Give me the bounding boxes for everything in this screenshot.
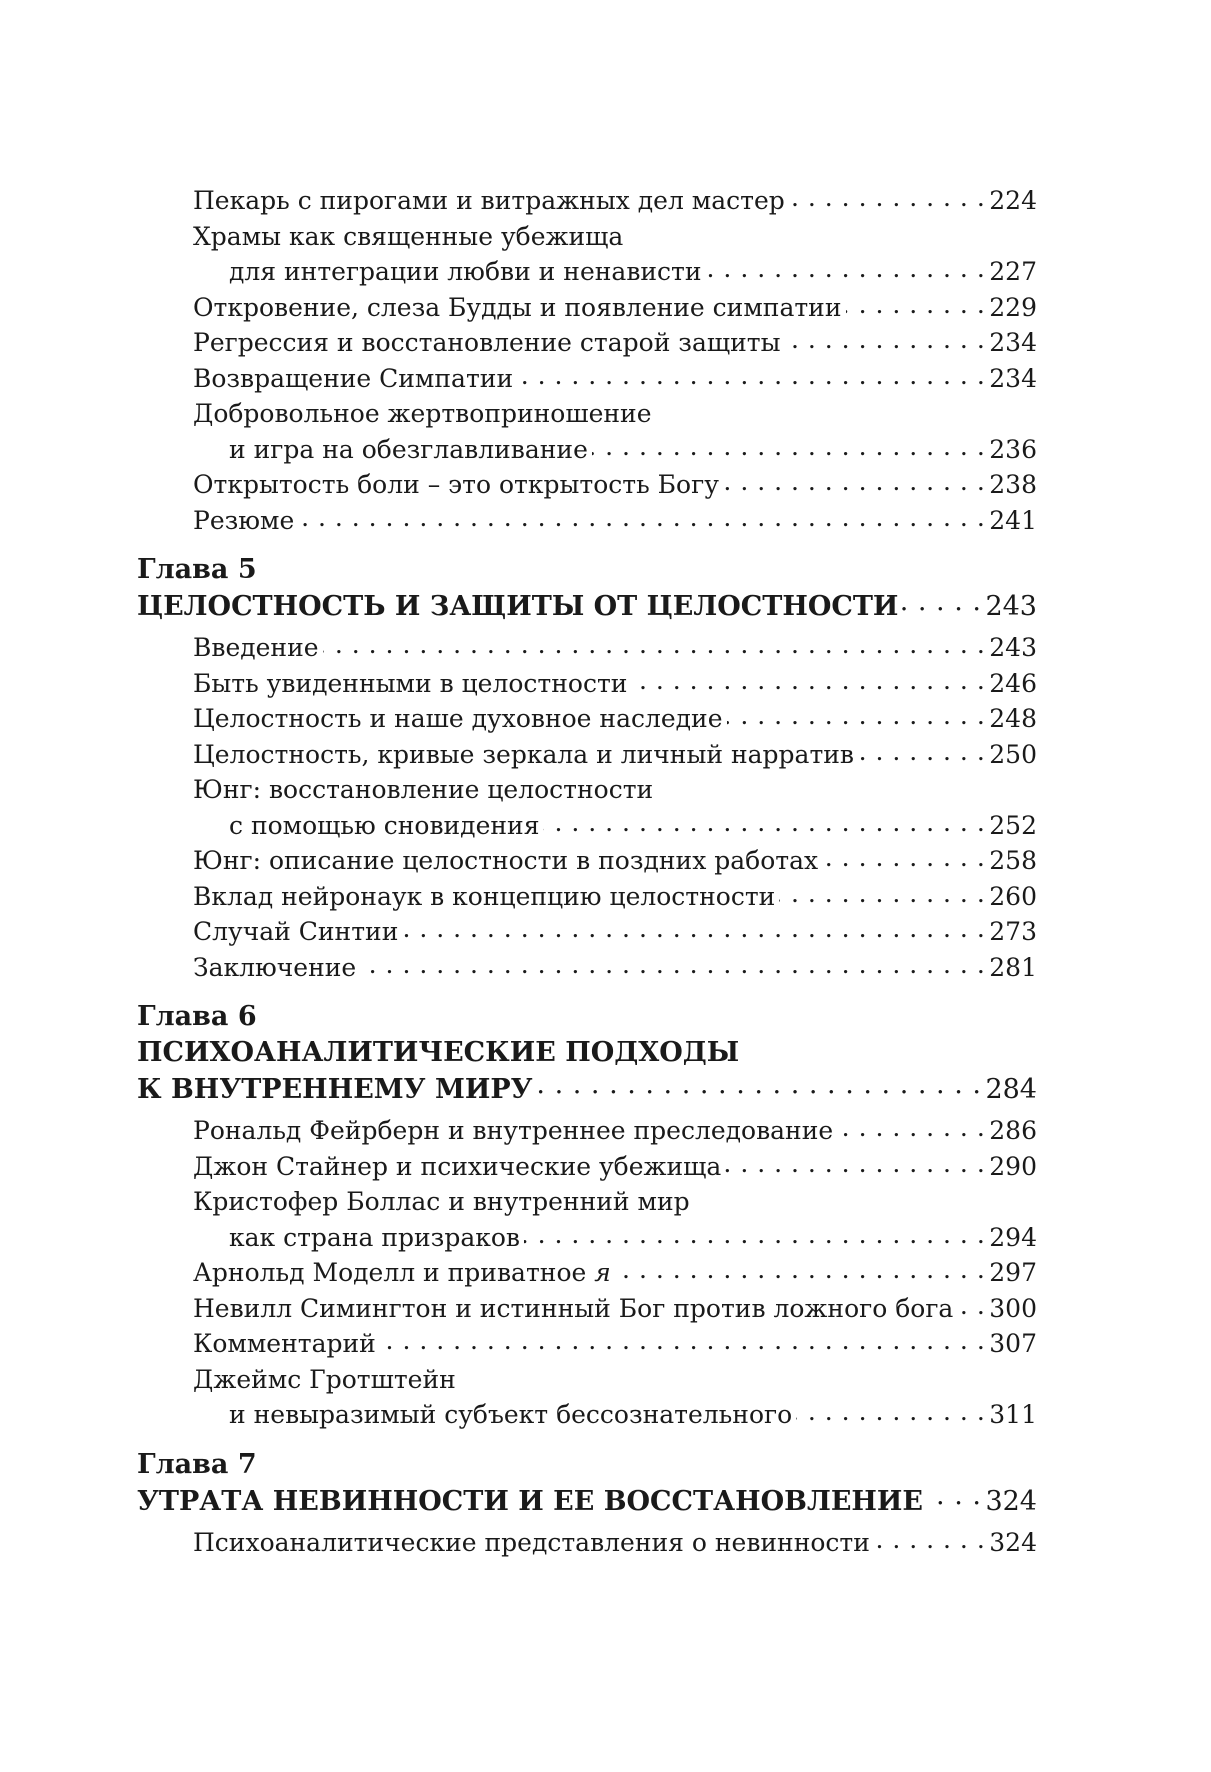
toc-entry-title: как страна призраков bbox=[229, 1222, 520, 1252]
chapter-page: 284 bbox=[985, 1074, 1037, 1105]
dot-leader bbox=[706, 255, 986, 280]
toc-entry bbox=[137, 737, 1037, 773]
toc-entry-page: 234 bbox=[989, 363, 1037, 393]
toc-entry-page: 241 bbox=[989, 505, 1037, 535]
toc-entry bbox=[137, 325, 1037, 361]
toc-entry bbox=[137, 879, 1037, 915]
dot-leader bbox=[543, 809, 985, 834]
toc-entry-page: 250 bbox=[989, 739, 1037, 769]
toc-entry-title: Невилл Симингтон и истинный Бог против ложного бога bbox=[193, 1293, 954, 1323]
toc-entry-title: Целостность и наше духовное наследие bbox=[193, 704, 723, 733]
toc-entry-title: Арнольд Моделл и приватное bbox=[193, 1258, 587, 1287]
toc-entry-title-line1: Джеймс Гротштейн bbox=[193, 1364, 456, 1394]
toc-entry-page: 297 bbox=[989, 1258, 1037, 1287]
toc-entry bbox=[137, 914, 1037, 950]
dot-leader bbox=[858, 738, 985, 763]
toc-entry-page: 300 bbox=[989, 1293, 1037, 1323]
dot-leader bbox=[592, 433, 985, 458]
chapter-label: Глава 6 bbox=[137, 1001, 257, 1032]
toc-entry bbox=[137, 1326, 1037, 1362]
dot-leader bbox=[784, 326, 985, 351]
toc-entry-title-italic: я bbox=[594, 1258, 611, 1287]
dot-leader bbox=[380, 1327, 985, 1352]
toc-entry-page: 258 bbox=[989, 846, 1037, 875]
chapter-title-line1: ПСИХОАНАЛИТИЧЕСКИЕ ПОДХОДЫ bbox=[137, 1037, 740, 1068]
toc-entry-title: Юнг: описание целостности в поздних работах bbox=[193, 846, 819, 875]
toc-entry bbox=[137, 772, 1037, 843]
chapter-title-text: ЦЕЛОСТНОСТЬ И ЗАЩИТЫ ОТ ЦЕЛОСТНОСТИ bbox=[137, 591, 899, 622]
toc-entry-title: Введение bbox=[193, 633, 319, 662]
dot-leader bbox=[874, 1526, 985, 1551]
toc-entry bbox=[137, 1291, 1037, 1327]
toc-entry-page: 243 bbox=[989, 633, 1037, 662]
dot-leader bbox=[631, 667, 985, 692]
dot-leader bbox=[517, 362, 985, 387]
dot-leader bbox=[727, 702, 986, 727]
dot-leader bbox=[822, 844, 985, 869]
toc-entry-title-line1: Храмы как священные убежища bbox=[193, 221, 624, 251]
toc-entry-page: 238 bbox=[989, 470, 1037, 499]
dot-leader bbox=[789, 184, 986, 209]
dot-leader bbox=[902, 588, 981, 615]
toc-entry bbox=[137, 1184, 1037, 1255]
chapter-page: 324 bbox=[985, 1485, 1037, 1517]
toc-entry-title: Вклад нейронаук в концепцию целостности bbox=[193, 881, 776, 911]
toc-entry bbox=[137, 1149, 1037, 1185]
chapter-title bbox=[137, 588, 1037, 624]
toc-entry-title: Случай Синтии bbox=[193, 917, 399, 946]
toc-entry-title: Целостность, кривые зеркала и личный нарратив bbox=[193, 739, 855, 769]
toc-entry bbox=[137, 1255, 1037, 1291]
toc-entry-page: 224 bbox=[989, 186, 1037, 215]
toc-entry bbox=[137, 950, 1037, 986]
dot-leader bbox=[723, 468, 985, 493]
toc-entry bbox=[137, 183, 1037, 219]
toc-entry-page: 290 bbox=[989, 1151, 1037, 1181]
toc-entry-page: 281 bbox=[989, 952, 1037, 982]
toc-entry-title: Регрессия и восстановление старой защиты bbox=[193, 328, 781, 357]
toc-entry-page: 311 bbox=[989, 1400, 1037, 1429]
table-of-contents bbox=[137, 183, 1037, 1560]
dot-leader bbox=[360, 951, 985, 976]
dot-leader bbox=[402, 915, 985, 940]
toc-entry bbox=[137, 843, 1037, 879]
toc-entry bbox=[137, 219, 1037, 290]
dot-leader bbox=[796, 1398, 985, 1423]
toc-entry bbox=[137, 503, 1037, 539]
toc-entry-page: 246 bbox=[989, 668, 1037, 698]
toc-entry-title: Откровение, слеза Будды и появление симпатии bbox=[193, 292, 842, 322]
toc-entry-page: 229 bbox=[989, 292, 1037, 322]
toc-entry-page: 234 bbox=[989, 328, 1037, 357]
toc-entry-title: Комментарий bbox=[193, 1329, 376, 1358]
toc-entry-page: 307 bbox=[989, 1329, 1037, 1358]
toc-entry-title: Рональд Фейрберн и внутреннее преследование bbox=[193, 1116, 834, 1145]
dot-leader bbox=[846, 291, 986, 316]
toc-entry-title: Резюме bbox=[193, 505, 295, 535]
toc-entry-page: 227 bbox=[989, 257, 1037, 286]
toc-entry-title: Психоаналитические представления о невинности bbox=[193, 1527, 870, 1557]
toc-entry-title: Открытость боли – это открытость Богу bbox=[193, 470, 719, 499]
toc-entry-title: Джон Стайнер и психические убежища bbox=[193, 1151, 722, 1181]
dot-leader bbox=[837, 1114, 985, 1139]
toc-entry-page: 286 bbox=[989, 1116, 1037, 1145]
chapter-label: Глава 5 bbox=[137, 554, 257, 585]
toc-entry bbox=[137, 1362, 1037, 1433]
toc-entry-title-line1: Юнг: восстановление целостности bbox=[193, 775, 654, 804]
chapter-page: 243 bbox=[985, 591, 1037, 622]
dot-leader bbox=[779, 880, 985, 905]
chapter-title bbox=[137, 1071, 1037, 1107]
chapter-title-text: УТРАТА НЕВИННОСТИ И ЕЕ ВОССТАНОВЛЕНИЕ bbox=[137, 1485, 924, 1517]
dot-leader bbox=[323, 631, 986, 656]
toc-entry-page: 252 bbox=[989, 810, 1037, 840]
toc-entry-page: 236 bbox=[989, 434, 1037, 464]
toc-entry-page: 324 bbox=[989, 1527, 1037, 1557]
toc-entry-title-line1: Кристофер Боллас и внутренний мир bbox=[193, 1187, 690, 1216]
toc-entry-page: 260 bbox=[989, 881, 1037, 911]
toc-entry bbox=[137, 1113, 1037, 1149]
toc-entry-page: 273 bbox=[989, 917, 1037, 946]
dot-leader bbox=[615, 1256, 985, 1281]
toc-entry-title: Пекарь с пирогами и витражных дел мастер bbox=[193, 186, 785, 215]
toc-entry bbox=[137, 467, 1037, 503]
toc-entry bbox=[137, 396, 1037, 467]
toc-entry-title: и игра на обезглавливание bbox=[229, 434, 588, 464]
toc-entry-page: 294 bbox=[989, 1222, 1037, 1252]
toc-entry-title-line1: Добровольное жертвоприношение bbox=[193, 399, 652, 428]
dot-leader bbox=[957, 1292, 985, 1317]
toc-entry-title: Возвращение Симпатии bbox=[193, 363, 514, 393]
dot-leader bbox=[524, 1221, 985, 1246]
chapter-label: Глава 7 bbox=[137, 1448, 257, 1480]
toc-entry-title: для интеграции любви и ненависти bbox=[229, 257, 702, 286]
toc-entry bbox=[137, 1525, 1037, 1561]
dot-leader bbox=[298, 504, 985, 529]
chapter-title bbox=[137, 1483, 1037, 1519]
toc-entry-title: Быть увиденными в целостности bbox=[193, 668, 628, 698]
dot-leader bbox=[537, 1071, 982, 1098]
dot-leader bbox=[725, 1150, 985, 1175]
toc-entry bbox=[137, 701, 1037, 737]
toc-entry bbox=[137, 630, 1037, 666]
toc-entry-title: Заключение bbox=[193, 952, 357, 982]
toc-entry-title: с помощью сновидения bbox=[229, 810, 540, 840]
toc-entry-page: 248 bbox=[989, 704, 1037, 733]
toc-entry bbox=[137, 361, 1037, 397]
toc-entry bbox=[137, 290, 1037, 326]
chapter-title-text: К ВНУТРЕННЕМУ МИРУ bbox=[137, 1074, 533, 1105]
toc-entry bbox=[137, 666, 1037, 702]
dot-leader bbox=[927, 1483, 981, 1510]
toc-entry-title: и невыразимый субъект бессознательного bbox=[229, 1400, 793, 1429]
